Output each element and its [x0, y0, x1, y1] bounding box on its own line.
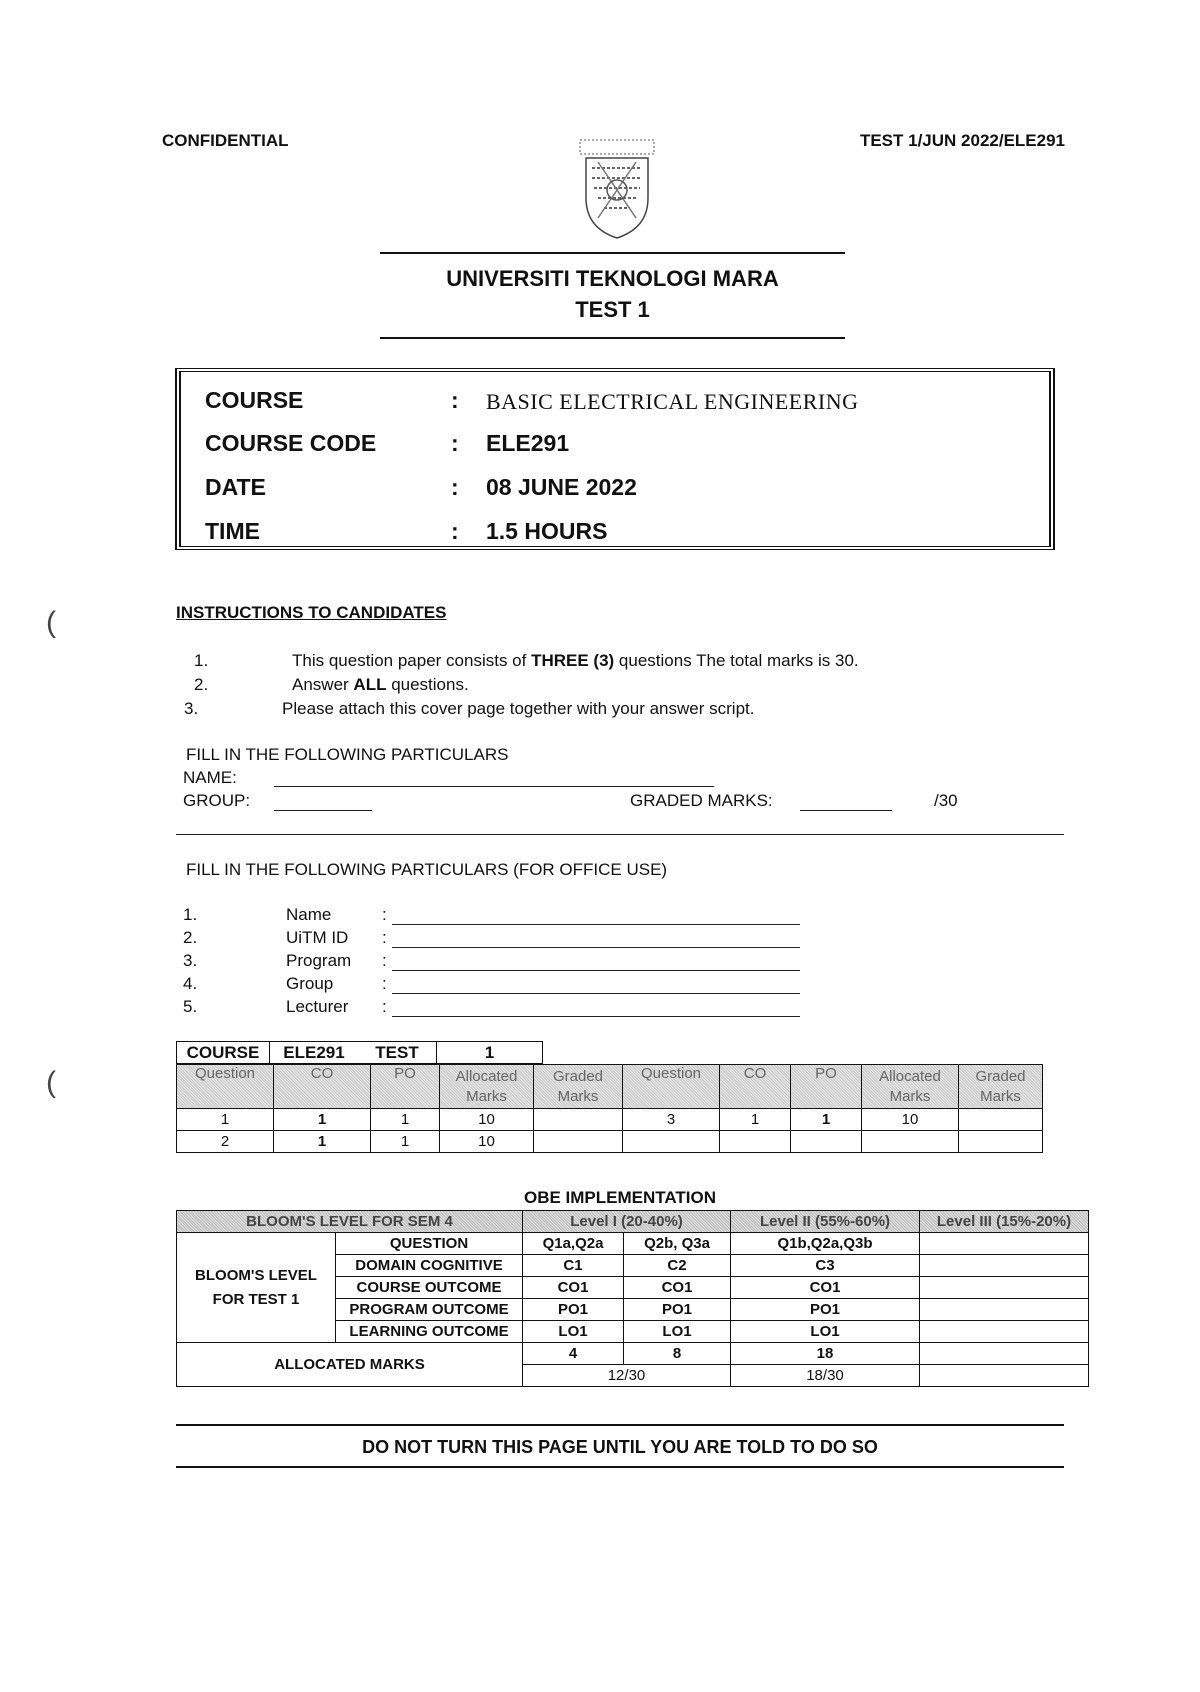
obe-head-cell: BLOOM'S LEVEL FOR SEM 4: [177, 1211, 523, 1233]
marks-cell: 10: [440, 1131, 534, 1153]
course-code-colon: :: [451, 430, 459, 456]
instruction-number: 1.: [194, 651, 209, 670]
marks-cell: 1: [274, 1109, 371, 1131]
date-value: 08 JUNE 2022: [486, 474, 637, 500]
marks-cell: COURSE: [177, 1042, 270, 1064]
margin-mark: (: [46, 606, 56, 639]
office-lecturer-field[interactable]: [392, 1016, 800, 1017]
university-name: UNIVERSITI TEKNOLOGI MARA: [446, 266, 779, 291]
office-colon: :: [382, 928, 387, 947]
obe-cell: 18: [731, 1343, 920, 1365]
obe-row-label: COURSE OUTCOME: [336, 1277, 523, 1299]
title-bottom-rule: [380, 337, 845, 339]
office-item-label: Group: [286, 974, 334, 993]
table-row: [177, 1233, 1089, 1255]
obe-cell: C3: [731, 1255, 920, 1277]
obe-cell: [920, 1299, 1089, 1321]
marks-cell: 1: [720, 1109, 791, 1131]
obe-cell: [920, 1255, 1089, 1277]
marks-table: [176, 1064, 1043, 1153]
obe-row-label: LEARNING OUTCOME: [336, 1321, 523, 1343]
date-colon: :: [451, 474, 459, 500]
obe-head-cell: Level I (20-40%): [523, 1211, 731, 1233]
marks-header: CO: [720, 1065, 791, 1109]
table-row: [177, 1131, 1043, 1153]
marks-cell: 1: [371, 1109, 440, 1131]
obe-cell: 8: [624, 1343, 731, 1365]
obe-row-label: DOMAIN COGNITIVE: [336, 1255, 523, 1277]
marks-cell[interactable]: [959, 1109, 1043, 1131]
marks-header: Allocated Marks: [862, 1065, 959, 1109]
name-field[interactable]: [274, 786, 714, 787]
obe-head-cell: Level II (55%-60%): [731, 1211, 920, 1233]
obe-cell: [920, 1233, 1089, 1255]
instruction-emphasis: THREE (3): [531, 651, 615, 670]
time-colon: :: [451, 518, 459, 544]
obe-cell: CO1: [523, 1277, 624, 1299]
office-program-field[interactable]: [392, 970, 800, 971]
office-colon: :: [382, 974, 387, 993]
marks-cell[interactable]: [959, 1131, 1043, 1153]
course-info-box: [175, 368, 1055, 550]
marks-header: CO: [274, 1065, 371, 1109]
marks-cell[interactable]: [534, 1109, 623, 1131]
course-code-value: ELE291: [486, 430, 570, 456]
course-label: COURSE: [205, 387, 304, 413]
marks-cell: 10: [440, 1109, 534, 1131]
title-top-rule: [380, 252, 845, 254]
marks-cell: 1: [791, 1109, 862, 1131]
time-label: TIME: [205, 518, 260, 544]
obe-head-cell: Level III (15%-20%): [920, 1211, 1089, 1233]
course-value: BASIC ELECTRICAL ENGINEERING: [486, 389, 859, 414]
marks-cell: 10: [862, 1109, 959, 1131]
office-group-field[interactable]: [392, 993, 800, 994]
obe-cell: CO1: [624, 1277, 731, 1299]
confidential-label: CONFIDENTIAL: [162, 131, 289, 150]
marks-header: PO: [791, 1065, 862, 1109]
obe-cell: C1: [523, 1255, 624, 1277]
graded-marks-label: GRADED MARKS:: [630, 791, 773, 810]
instruction-item: [292, 651, 859, 671]
marks-cell: 1: [371, 1131, 440, 1153]
margin-mark: (: [46, 1066, 56, 1099]
marks-header: Question: [623, 1065, 720, 1109]
obe-cell: CO1: [731, 1277, 920, 1299]
obe-cell: Q1a,Q2a: [523, 1233, 624, 1255]
office-item-number: 5.: [183, 997, 198, 1016]
marks-cell: [791, 1131, 862, 1153]
obe-cell: [920, 1321, 1089, 1343]
office-item-number: 4.: [183, 974, 198, 993]
obe-cell: PO1: [731, 1299, 920, 1321]
name-label: NAME:: [183, 768, 237, 787]
office-item-label: Name: [286, 905, 332, 924]
group-label: GROUP:: [183, 791, 251, 810]
obe-cell: LO1: [523, 1321, 624, 1343]
obe-cell: LO1: [624, 1321, 731, 1343]
marks-table-top: [176, 1041, 543, 1064]
marks-cell: TEST: [358, 1042, 437, 1064]
table-row: [177, 1109, 1043, 1131]
marks-header: Question: [177, 1065, 274, 1109]
obe-cell: PO1: [523, 1299, 624, 1321]
obe-cell: [920, 1343, 1089, 1365]
table-row: [177, 1343, 1089, 1365]
office-colon: :: [382, 997, 387, 1016]
graded-marks-field[interactable]: [800, 810, 892, 811]
instruction-item: [282, 699, 754, 719]
marks-cell: 3: [623, 1109, 720, 1131]
marks-cell: 1: [437, 1042, 543, 1064]
footer-top-rule: [176, 1424, 1064, 1426]
office-item-number: 1.: [183, 905, 198, 924]
obe-cell: [920, 1277, 1089, 1299]
section-divider: [176, 834, 1064, 835]
footer-warning: DO NOT TURN THIS PAGE UNTIL YOU ARE TOLD TO DO SO: [362, 1437, 878, 1457]
office-colon: :: [382, 905, 387, 924]
office-heading: FILL IN THE FOLLOWING PARTICULARS (FOR OFFICE USE): [186, 860, 668, 879]
allocated-marks-label: ALLOCATED MARKS: [177, 1343, 523, 1387]
marks-cell: [623, 1131, 720, 1153]
obe-cell: C2: [624, 1255, 731, 1277]
obe-cell: Q2b, Q3a: [624, 1233, 731, 1255]
office-item-label: UiTM ID: [286, 928, 349, 947]
obe-cell: 12/30: [523, 1365, 731, 1387]
office-name-field[interactable]: [392, 924, 800, 925]
obe-cell: 4: [523, 1343, 624, 1365]
instruction-text: Please attach this cover page together with your answer script.: [282, 699, 755, 718]
particulars-heading: FILL IN THE FOLLOWING PARTICULARS: [186, 745, 509, 764]
group-field[interactable]: [274, 810, 372, 811]
instruction-text: questions The total marks is 30.: [614, 651, 859, 670]
office-item-label: Lecturer: [286, 997, 349, 1016]
marks-cell: 1: [274, 1131, 371, 1153]
marks-header: PO: [371, 1065, 440, 1109]
obe-row-label: PROGRAM OUTCOME: [336, 1299, 523, 1321]
test-code-label: TEST 1/JUN 2022/ELE291: [859, 131, 1065, 150]
bloom-level-label: BLOOM'S LEVEL FOR TEST 1: [177, 1233, 336, 1343]
obe-heading: OBE IMPLEMENTATION: [523, 1188, 717, 1207]
marks-cell: 2: [177, 1131, 274, 1153]
course-code-label: COURSE CODE: [205, 430, 377, 456]
marks-cell: [862, 1131, 959, 1153]
office-item-number: 3.: [183, 951, 198, 970]
instruction-text: questions.: [386, 675, 469, 694]
instruction-number: 2.: [194, 675, 209, 694]
obe-cell: Q1b,Q2a,Q3b: [731, 1233, 920, 1255]
obe-row-label: QUESTION: [336, 1233, 523, 1255]
instruction-text: This question paper consists of: [292, 651, 532, 670]
office-colon: :: [382, 951, 387, 970]
marks-cell: [720, 1131, 791, 1153]
university-crest-logo: [578, 138, 656, 242]
test-title: TEST 1: [575, 297, 650, 322]
instruction-item: [292, 675, 469, 695]
marks-header: Graded Marks: [959, 1065, 1043, 1109]
obe-cell: PO1: [624, 1299, 731, 1321]
instructions-heading: INSTRUCTIONS TO CANDIDATES: [176, 603, 447, 622]
marks-header: Graded Marks: [534, 1065, 623, 1109]
obe-cell: LO1: [731, 1321, 920, 1343]
instruction-emphasis: ALL: [353, 675, 387, 694]
marks-cell: ELE291: [270, 1042, 359, 1064]
marks-cell: 1: [177, 1109, 274, 1131]
marks-header: Allocated Marks: [440, 1065, 534, 1109]
office-item-label: Program: [286, 951, 352, 970]
instruction-text: Answer: [292, 675, 354, 694]
course-colon: :: [451, 387, 459, 413]
instruction-number: 3.: [184, 699, 199, 718]
time-value: 1.5 HOURS: [486, 518, 608, 544]
office-item-number: 2.: [183, 928, 198, 947]
obe-table: [176, 1210, 1089, 1387]
footer-bottom-rule: [176, 1466, 1064, 1468]
graded-marks-total: /30: [934, 791, 958, 810]
date-label: DATE: [205, 474, 266, 500]
marks-cell[interactable]: [534, 1131, 623, 1153]
obe-cell: [920, 1365, 1089, 1387]
obe-cell: 18/30: [731, 1365, 920, 1387]
office-uitm-id-field[interactable]: [392, 947, 800, 948]
